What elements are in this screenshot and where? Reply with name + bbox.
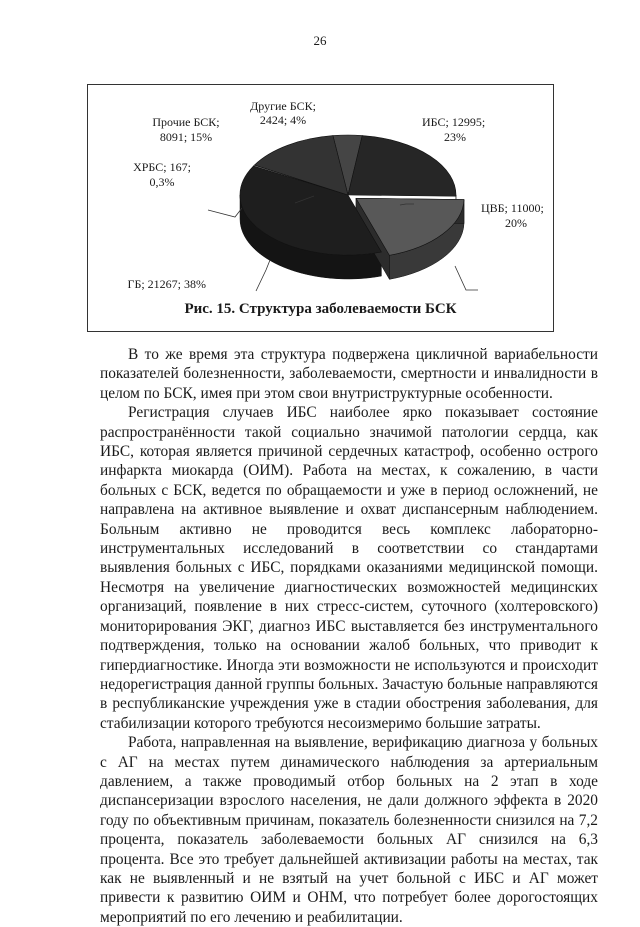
label-prochie-name: Прочие БСК; <box>152 115 219 129</box>
label-gb: ГБ; 21267; 38% <box>128 277 207 291</box>
leader-line-gb <box>256 260 270 291</box>
label-cvb-value: 20% <box>505 216 527 230</box>
pie-tops <box>240 135 464 255</box>
leader-line-prochie <box>208 208 242 217</box>
pie-slice-ибс <box>348 136 456 197</box>
leader-line-cvb <box>455 266 478 290</box>
label-cvb-name: ЦВБ; 11000; <box>481 201 544 215</box>
label-prochie-value: 8091; 15% <box>160 130 212 144</box>
paragraph-1: В то же время эта структура подвержена цикличной вариабельности показателей болезненности, заболеваемости, смертности и инвалидности в целом по БСК, имея при этом свои внутриструктурные особенности. <box>100 345 598 403</box>
label-other-name: Другие БСК; <box>250 99 316 113</box>
page-number: 26 <box>0 33 640 49</box>
paragraph-3: Работа, направленная на выявление, верификацию диагноза у больных с АГ на местах путем динамического наблюдения за артериальным давлением, а также проводимый отбор больных на 2 этап в ходе диспансеризации взрослого населения, не дали должного эффекта в 2020 году по объективным причинам, показатель болезненности снизился на 7,2 процента, показатель заболеваемости больных АГ снизился на 6,3 процента. Все это требует дальнейшей активизации работы на местах, так как не выявленный и не взятый на учет больной с ИБС и АГ может привести к развитию ОИМ и ОНМ, что потребует более дорогостоящих мероприятий по его лечению и реабилитации. <box>100 733 598 927</box>
body-text <box>100 345 598 927</box>
label-ibs-name: ИБС; 12995; <box>422 115 485 129</box>
label-ibs-value: 23% <box>444 130 466 144</box>
label-hrbs-name: ХРБС; 167; <box>133 160 191 174</box>
paragraph-2: Регистрация случаев ИБС наиболее ярко показывает состояние распространённости такой социально значимой патологии сердца, как ИБС, которая является причиной сердечных катастроф, особенно острого инфаркта миокарда (ОИМ). Работа на местах, к сожалению, в части больных с БСК, ведется по обращаемости и уже в период осложнений, не направлена на активное выявление и охват диспансерным наблюдением. Больным активно не проводится весь комплекс лабораторно-инструментальных исследований в соответствии со стандартами выявления больных с ИБС, порядками оказаниями медицинской помощи. Несмотря на увеличение диагностических возможностей медицинских организаций, появление в них стресс-систем, суточного (холтеровского) мониторирования ЭКГ, диагноз ИБС выставляется без инструментального подтверждения, только на основании жалоб больных, что приводит к гипердиагностике. Иногда эти возможности не используются и происходит недорегистрация данной группы больных. Зачастую больные направляются в республиканские учреждения уже в стадии обострения заболевания, для стабилизации которого требуются несоизмеримо большие затраты. <box>100 403 598 733</box>
pie-chart <box>88 85 553 331</box>
figure-frame <box>87 84 554 332</box>
figure-caption: Рис. 15. Структура заболеваемости БСК <box>88 301 553 318</box>
label-other-value: 2424; 4% <box>260 113 306 127</box>
label-hrbs-value: 0,3% <box>150 175 175 189</box>
